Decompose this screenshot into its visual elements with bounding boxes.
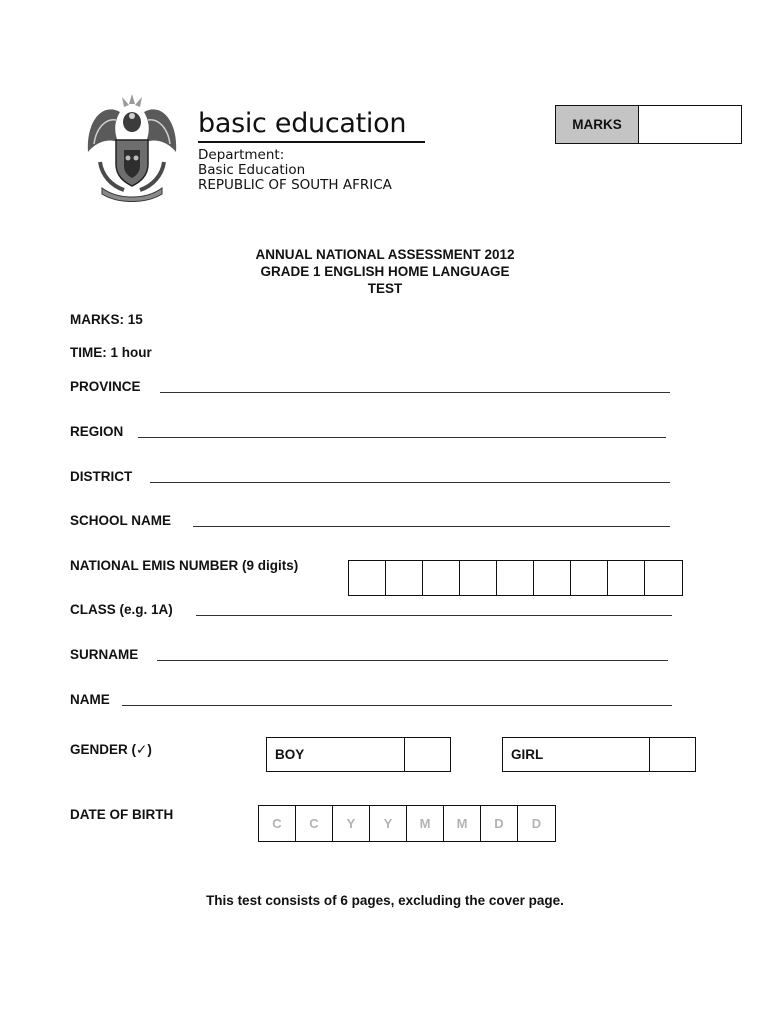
district-field[interactable] [150, 482, 670, 483]
brand-title: basic education [198, 108, 407, 139]
test-title [0, 246, 770, 297]
gender-boy-option[interactable] [266, 737, 451, 772]
emis-digit-box[interactable] [460, 561, 497, 595]
emis-digit-box[interactable] [349, 561, 386, 595]
dob-century-box[interactable]: C [259, 806, 296, 841]
gender-girl-checkbox[interactable] [650, 738, 696, 771]
marks-info: MARKS: 15 [70, 312, 143, 327]
gender-girl-option[interactable] [502, 737, 696, 772]
dob-month-box[interactable]: M [407, 806, 444, 841]
marks-box-entry[interactable] [639, 106, 741, 143]
emis-digit-box[interactable] [608, 561, 645, 595]
dob-year-box[interactable]: Y [370, 806, 407, 841]
region-label: REGION [70, 424, 124, 439]
dob-boxes [258, 805, 556, 842]
surname-label: SURNAME [70, 647, 139, 662]
marks-box [555, 105, 742, 144]
region-field[interactable] [138, 437, 666, 438]
emis-digit-box[interactable] [645, 561, 682, 595]
emis-label: NATIONAL EMIS NUMBER (9 digits) [70, 558, 299, 573]
emis-digit-box[interactable] [534, 561, 571, 595]
district-label: DISTRICT [70, 469, 133, 484]
name-field[interactable] [122, 705, 672, 706]
gender-boy-label: BOY [267, 738, 405, 771]
gender-girl-label: GIRL [503, 738, 650, 771]
emis-number-boxes [348, 560, 683, 596]
dob-year-box[interactable]: Y [333, 806, 370, 841]
dob-month-box[interactable]: M [444, 806, 481, 841]
page-count-note: This test consists of 6 pages, excluding the cover page. [206, 893, 564, 908]
dob-day-box[interactable]: D [481, 806, 518, 841]
class-field[interactable] [196, 615, 672, 616]
dept-name: Basic Education [198, 162, 306, 178]
time-info: TIME: 1 hour [70, 345, 152, 360]
surname-field[interactable] [157, 660, 668, 661]
title-line-2: GRADE 1 ENGLISH HOME LANGUAGE [260, 264, 510, 279]
school-name-field[interactable] [193, 526, 670, 527]
dob-century-box[interactable]: C [296, 806, 333, 841]
dob-day-box[interactable]: D [531, 816, 542, 831]
emis-digit-box[interactable] [571, 561, 608, 595]
school-name-label: SCHOOL NAME [70, 513, 172, 528]
emis-digit-box[interactable] [497, 561, 534, 595]
country-name: REPUBLIC OF SOUTH AFRICA [198, 177, 392, 193]
province-field[interactable] [160, 392, 670, 393]
gender-label: GENDER (✓) [70, 742, 152, 757]
dept-label: Department: [198, 147, 285, 163]
gender-boy-checkbox[interactable] [405, 738, 450, 771]
dob-label: DATE OF BIRTH [70, 807, 174, 822]
province-label: PROVINCE [70, 379, 141, 394]
title-line-3: TEST [367, 281, 403, 296]
title-line-1: ANNUAL NATIONAL ASSESSMENT 2012 [255, 247, 515, 262]
brand-underline [198, 141, 425, 143]
name-label: NAME [70, 692, 110, 707]
emis-digit-box[interactable] [386, 561, 423, 595]
class-label: CLASS (e.g. 1A) [70, 602, 173, 617]
coat-of-arms-logo [84, 92, 180, 202]
marks-box-label: MARKS [556, 106, 639, 143]
emis-digit-box[interactable] [423, 561, 460, 595]
